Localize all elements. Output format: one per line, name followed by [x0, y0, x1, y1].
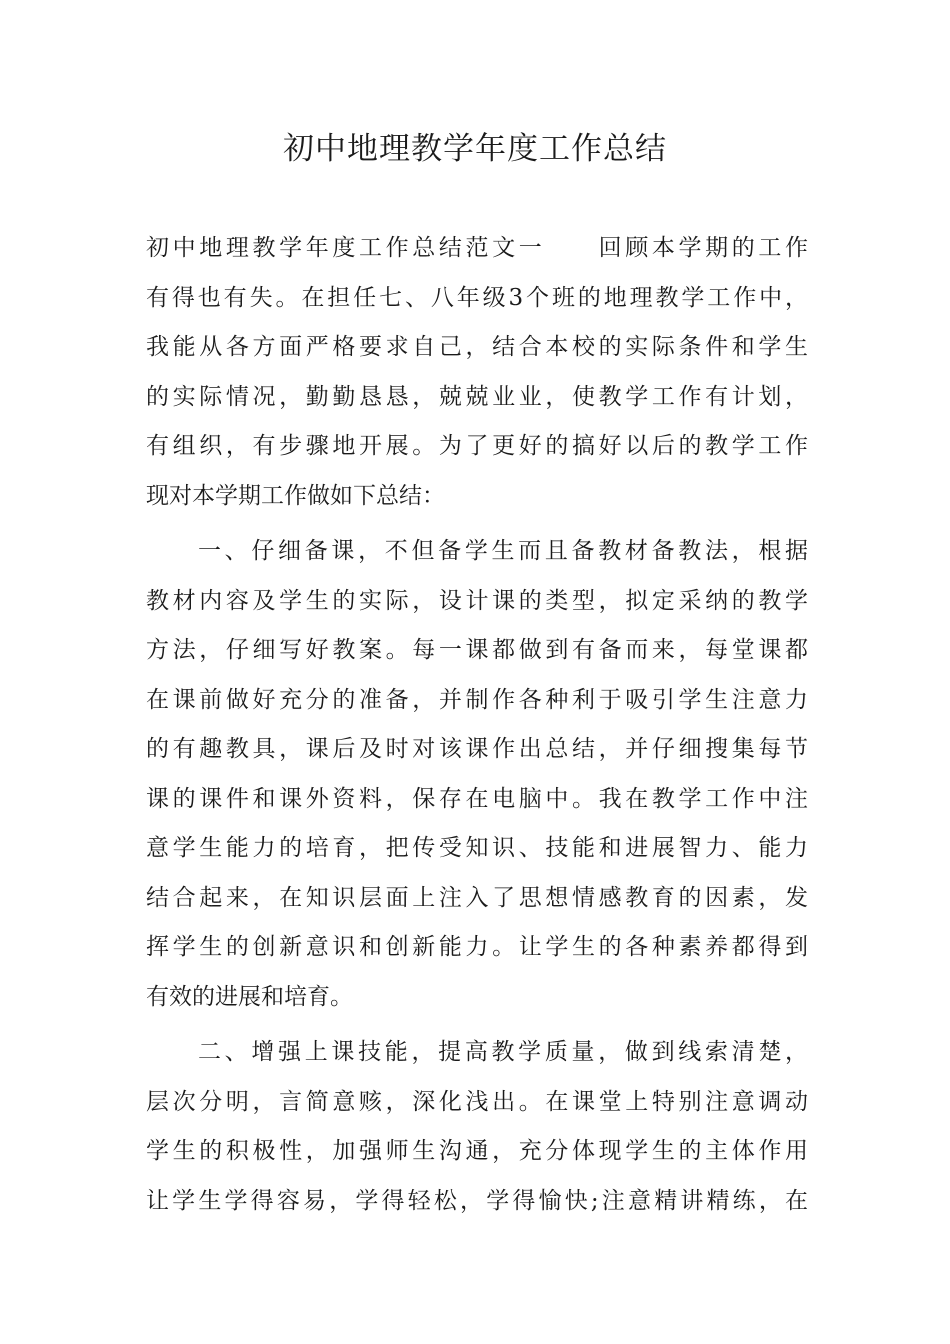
paragraph-line: 有得也有失。在担任七、八年级3个班的地理教学工作中，	[146, 284, 808, 311]
paragraph-line: 有效的进展和培育。	[146, 983, 353, 1010]
paragraph-line: 结合起来，在知识层面上注入了思想情感教育的因素，发	[146, 884, 808, 911]
paragraph-line: 现对本学期工作做如下总结：	[146, 482, 445, 509]
paragraph-line: 层次分明，言简意赅，深化浅出。在课堂上特别注意调动	[146, 1088, 808, 1115]
paragraph-line: 我能从各方面严格要求自己，结合本校的实际条件和学生	[146, 334, 808, 360]
paragraph-line: 学生的积极性，加强师生沟通，充分体现学生的主体作用	[146, 1138, 808, 1164]
paragraph-line: 二、增强上课技能，提高教学质量，做到线索清楚，	[198, 1039, 808, 1065]
paragraph-line: 让学生学得容易，学得轻松，学得愉快;注意精讲精练，在	[146, 1187, 808, 1214]
paragraph-line: 初中地理教学年度工作总结范文一 回顾本学期的工作	[146, 235, 808, 261]
paragraph-line: 的实际情况，勤勤恳恳，兢兢业业，使教学工作有计划，	[146, 383, 808, 410]
paragraph-line: 在课前做好充分的准备，并制作各种利于吸引学生注意力	[146, 686, 808, 713]
paragraph-line: 课的课件和课外资料，保存在电脑中。我在教学工作中注	[146, 785, 808, 812]
paragraph-line: 方法，仔细写好教案。每一课都做到有备而来，每堂课都	[146, 637, 808, 663]
paragraph-line: 教材内容及学生的实际，设计课的类型，拟定采纳的教学	[146, 587, 808, 614]
paragraph-line: 一、仔细备课，不但备学生而且备教材备教法，根据	[198, 538, 808, 564]
document-title: 初中地理教学年度工作总结	[283, 131, 667, 167]
paragraph-line: 的有趣教具，课后及时对该课作出总结，并仔细搜集每节	[146, 736, 808, 762]
paragraph-line: 意学生能力的培育，把传受知识、技能和进展智力、能力	[146, 835, 808, 861]
paragraph-line: 挥学生的创新意识和创新能力。让学生的各种素养都得到	[146, 934, 808, 960]
document-body	[146, 224, 808, 1226]
paragraph-line: 有组织，有步骤地开展。为了更好的搞好以后的教学工作	[146, 433, 808, 459]
